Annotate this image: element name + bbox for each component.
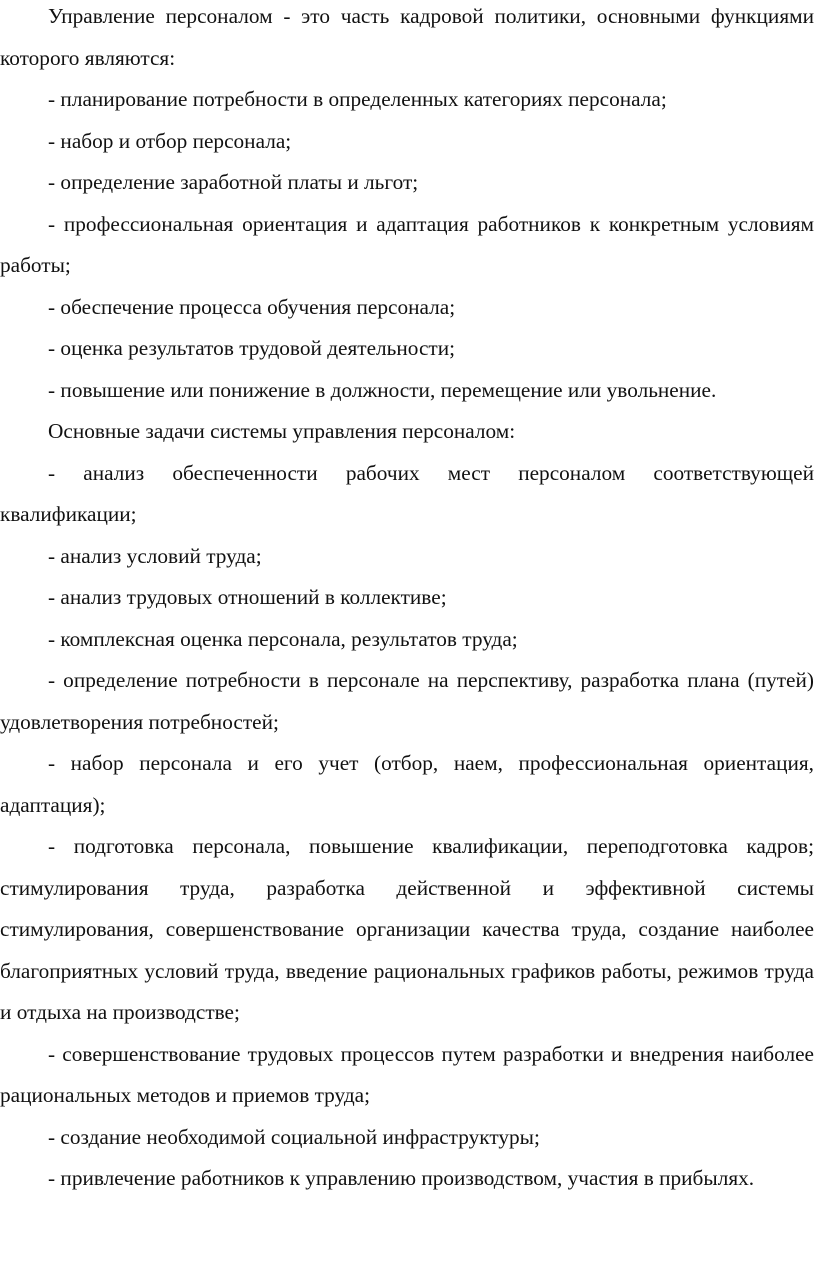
list-item: - планирование потребности в определенных категориях персонала; xyxy=(48,87,667,111)
list-item: - повышение или понижение в должности, перемещение или увольнение. xyxy=(48,377,717,402)
list-item: - анализ обеспеченности рабочих мест персоналом соответствующей квалификации; xyxy=(0,460,814,526)
list-item: - анализ трудовых отношений в коллективе; xyxy=(48,585,447,609)
list-item: - совершенствование трудовых процессов путем разработки и внедрения наиболее рациональных методов и приемов труда; xyxy=(0,1041,814,1107)
list-item: - подготовка персонала, повышение квалификации, переподготовка кадров; стимулирования труда, разработка действенной и эффективной системы стимулирования, совершенствование организации качества труда, создание наиболее благоприятных условий труда, введение рациональных графиков работы, режимов труда и отдыха на производстве; xyxy=(0,834,814,1024)
list-item: - набор персонала и его учет (отбор, наем, профессиональная ориентация, адаптация); xyxy=(0,751,814,817)
list-item: - создание необходимой социальной инфраструктуры; xyxy=(48,1124,540,1149)
list-item: - привлечение работников к управлению производством, участия в прибылях. xyxy=(48,1166,755,1190)
list-item: - профессиональная ориентация и адаптация работников к конкретным условиям работы; xyxy=(0,211,814,277)
list-item: - анализ условий труда; xyxy=(48,543,262,568)
section-heading: Основные задачи системы управления персоналом: xyxy=(48,419,516,443)
paragraph-intro: Управление персоналом - это часть кадровой политики, основными функциями которого являются: xyxy=(0,4,814,70)
list-item: - комплексная оценка персонала, результатов труда; xyxy=(48,626,518,651)
list-item: - оценка результатов трудовой деятельности; xyxy=(48,336,456,360)
list-item: - обеспечение процесса обучения персонала; xyxy=(48,294,456,319)
list-item: - набор и отбор персонала; xyxy=(48,128,292,153)
list-item: - определение заработной платы и льгот; xyxy=(48,170,419,194)
list-item: - определение потребности в персонале на перспективу, разработка плана (путей) удовлетворения потребностей; xyxy=(0,668,814,734)
